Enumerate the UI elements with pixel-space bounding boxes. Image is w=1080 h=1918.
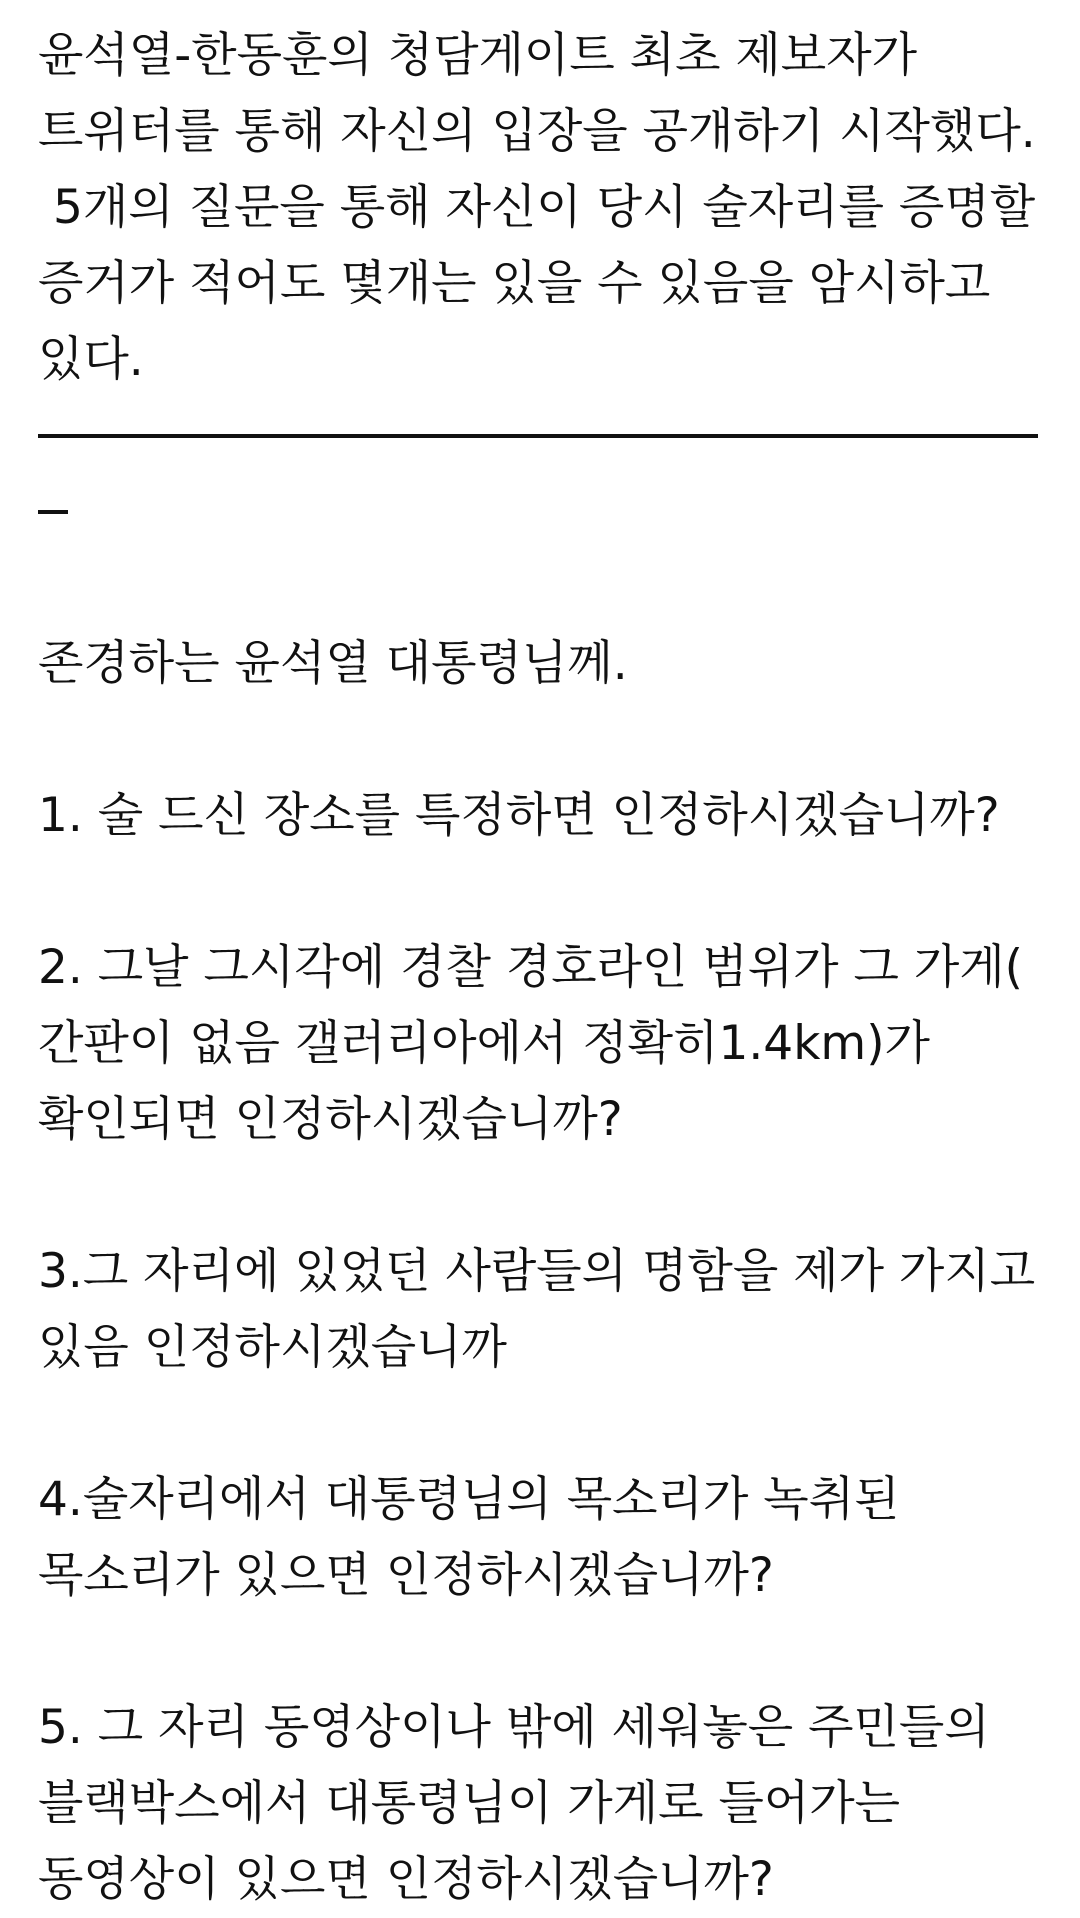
spacer [38,702,1048,778]
question-line: 확인되면 인정하시겠습니까? [38,1092,623,1147]
question-line: 목소리가 있으면 인정하시겠습니까? [38,1548,774,1603]
question-line: 동영상이 있으면 인정하시겠습니까? [38,1852,774,1907]
question-line: 3.그 자리에 있었던 사람들의 명함을 제가 가지고 [38,1244,1036,1299]
spacer [38,1614,1048,1690]
question-line: 1. 술 드신 장소를 특정하면 인정하시겠습니까? [38,788,1000,843]
question-line: 4.술자리에서 대통령님의 목소리가 녹취된 [38,1472,900,1527]
question-line: 2. 그날 그시각에 경찰 경호라인 범위가 그 가게( [38,940,1023,995]
question-line: 있음 인정하시겠습니까 [38,1320,507,1375]
intro-line: 5개의 질문을 통해 자신이 당시 술자리를 증명할 [38,180,1036,235]
intro-line: 트위터를 통해 자신의 입장을 공개하기 시작했다. [38,104,1036,159]
intro-paragraph [38,18,1048,398]
intro-line: 증거가 적어도 몇개는 있을 수 있음을 암시하고 [38,256,991,311]
spacer [38,854,1048,930]
question-3 [38,1234,1048,1386]
spacer [38,1386,1048,1462]
question-5 [38,1690,1048,1918]
divider-line [38,474,1048,550]
question-1 [38,778,1048,854]
spacer [38,550,1048,626]
divider-bar [38,434,1038,438]
letter [38,626,1048,1918]
question-line: 블랙박스에서 대통령님이 가게로 들어가는 [38,1776,901,1831]
letter-greeting: 존경하는 윤석열 대통령님께. [38,636,628,691]
question-4 [38,1462,1048,1614]
document-page [38,18,1048,1918]
question-line: 간판이 없음 갤러리아에서 정확히1.4km)가 [38,1016,930,1071]
divider [38,398,1048,550]
divider-bar [38,510,68,514]
intro-line: 있다. [38,332,144,387]
spacer [38,1158,1048,1234]
question-line: 5. 그 자리 동영상이나 밖에 세워놓은 주민들의 [38,1700,990,1755]
intro-line: 윤석열-한동훈의 청담게이트 최초 제보자가 [38,28,918,83]
question-2 [38,930,1048,1158]
divider-line [38,398,1048,474]
